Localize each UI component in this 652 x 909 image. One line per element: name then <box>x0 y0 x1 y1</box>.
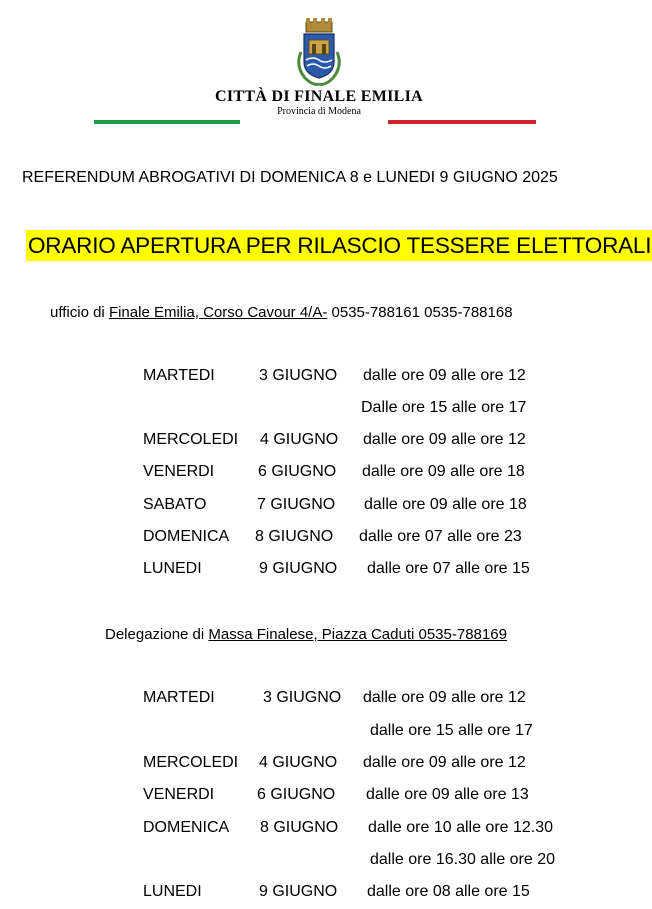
tricolor-divider <box>94 120 536 124</box>
office2-address: Massa Finalese, Piazza Caduti 0535-788169 <box>208 626 507 643</box>
schedule-day: LUNEDI <box>143 560 202 577</box>
schedule-date: 8 GIUGNO <box>255 528 334 545</box>
city-coat-of-arms-icon <box>293 16 345 86</box>
schedule-hours: dalle ore 08 alle ore 15 <box>367 883 530 900</box>
schedule-hours: dalle ore 07 alle ore 23 <box>359 528 522 545</box>
province-name: Provincia di Modena <box>277 106 361 117</box>
schedule-day: DOMENICA <box>143 819 230 836</box>
schedule-hours: dalle ore 09 alle ore 18 <box>364 496 527 513</box>
schedule-date: 3 GIUGNO <box>259 367 338 384</box>
office1-info <box>50 304 513 321</box>
schedule-hours: Dalle ore 15 alle ore 17 <box>361 399 527 416</box>
schedule-hours: dalle ore 10 alle ore 12.30 <box>368 819 554 836</box>
schedule-date: 6 GIUGNO <box>258 463 337 480</box>
schedule-day: MERCOLEDI <box>143 431 239 448</box>
schedule-hours: dalle ore 09 alle ore 12 <box>363 367 526 384</box>
schedule-date: 9 GIUGNO <box>259 883 338 900</box>
schedule-hours: dalle ore 09 alle ore 12 <box>363 431 526 448</box>
referendum-title: REFERENDUM ABROGATIVI DI DOMENICA 8 e LUNEDI 9 GIUGNO 2025 <box>22 169 558 186</box>
schedule-date: 4 GIUGNO <box>259 754 338 771</box>
schedule-hours: dalle ore 09 alle ore 13 <box>366 786 529 803</box>
schedule-date: 3 GIUGNO <box>263 689 342 706</box>
schedule-hours: dalle ore 07 alle ore 15 <box>367 560 530 577</box>
schedule-day: LUNEDI <box>143 883 202 900</box>
schedule-date: 9 GIUGNO <box>259 560 338 577</box>
schedule-day: DOMENICA <box>143 528 230 545</box>
schedule-date: 8 GIUGNO <box>260 819 339 836</box>
schedule-hours: dalle ore 09 alle ore 12 <box>363 689 526 706</box>
headline-text: ORARIO APERTURA PER RILASCIO TESSERE ELETTORALI <box>28 233 652 258</box>
schedule-hours: dalle ore 09 alle ore 18 <box>362 463 525 480</box>
city-name: CITTÀ DI FINALE EMILIA <box>215 88 423 105</box>
schedule-date: 6 GIUGNO <box>257 786 336 803</box>
schedule-hours: dalle ore 15 alle ore 17 <box>370 722 533 739</box>
schedule-day: VENERDI <box>143 786 215 803</box>
schedule-date: 7 GIUGNO <box>257 496 336 513</box>
schedule-hours: dalle ore 16.30 alle ore 20 <box>370 851 556 868</box>
schedule-day: MARTEDI <box>143 367 215 384</box>
office2-info <box>105 626 507 643</box>
schedule-date: 4 GIUGNO <box>260 431 339 448</box>
office2-prefix: Delegazione di <box>105 626 209 643</box>
headline-highlight <box>26 230 652 261</box>
office1-prefix: ufficio di <box>50 304 109 321</box>
office1-phones: 0535-788161 0535-788168 <box>327 304 513 321</box>
office1-address: Finale Emilia, Corso Cavour 4/A- <box>108 304 328 321</box>
schedule-hours: dalle ore 09 alle ore 12 <box>363 754 526 771</box>
schedule-day: MERCOLEDI <box>143 754 239 771</box>
schedule-day: SABATO <box>143 496 207 513</box>
schedule-day: MARTEDI <box>143 689 215 706</box>
schedule-day: VENERDI <box>143 463 215 480</box>
